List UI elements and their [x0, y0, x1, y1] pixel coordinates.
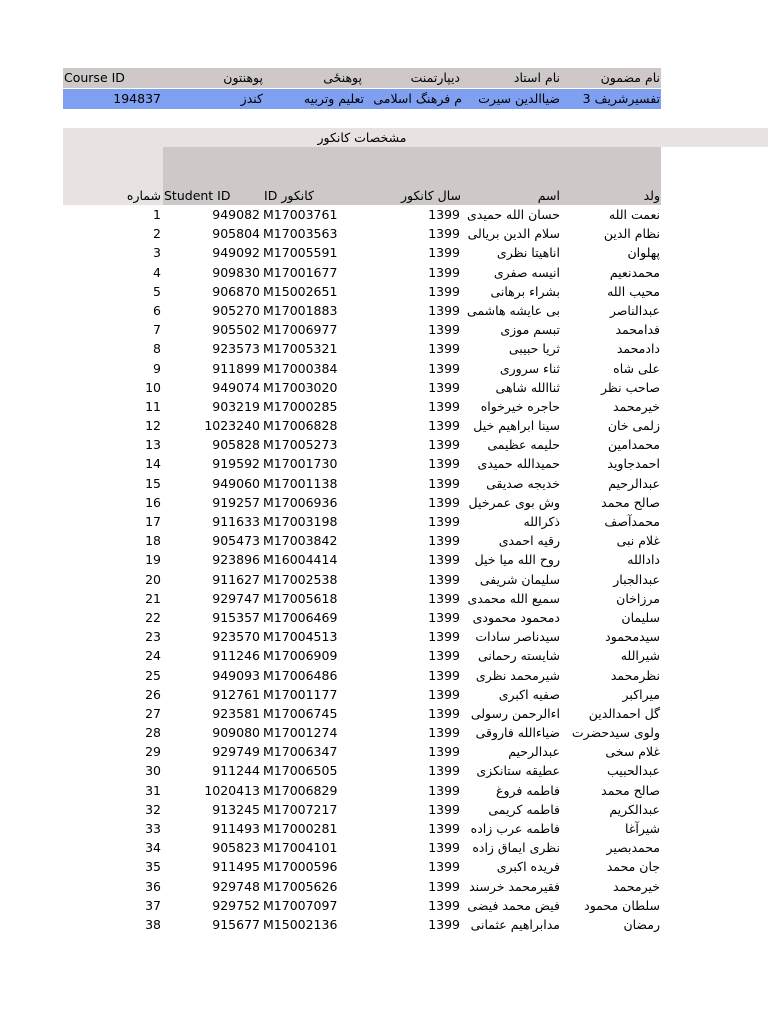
row-student-id: 911633	[212, 514, 260, 529]
row-father-name: خیرمحمد	[613, 878, 660, 894]
row-father-name: صالح محمد	[601, 494, 660, 510]
row-father-name: صاحب نظر	[600, 379, 660, 395]
row-student-name: حسان الله حمیدی	[466, 207, 560, 222]
row-student-name: بشراء برهانی	[490, 283, 560, 299]
table-row	[0, 877, 768, 896]
row-student-name: حمیدالله حمیدی	[477, 456, 560, 472]
row-student-id: 912761	[212, 686, 260, 702]
table-row	[0, 282, 768, 301]
row-kankor-id: M17007097	[263, 897, 338, 913]
row-father-name: سلطان محمود	[584, 897, 660, 913]
row-number: 17	[145, 514, 161, 529]
row-father-name: ولوی سیدحضرت	[571, 725, 660, 741]
row-number: 20	[145, 571, 161, 587]
teacher-name-value: ضیاالدین سیرت	[478, 91, 560, 106]
row-kankor-id: M16004414	[263, 552, 338, 568]
row-student-id: 919592	[212, 456, 260, 472]
row-kankor-id: M17003842	[263, 533, 338, 549]
row-kankor-year: 1399	[428, 859, 460, 875]
row-student-name: مدابراهیم عثمانی	[470, 916, 560, 932]
row-number: 31	[145, 782, 161, 798]
table-row	[0, 435, 768, 454]
row-kankor-year: 1399	[428, 494, 460, 510]
row-student-id: 911493	[212, 821, 260, 836]
row-number: 7	[153, 322, 161, 338]
row-kankor-year: 1399	[428, 475, 460, 491]
row-kankor-id: M17000384	[263, 360, 338, 376]
table-row	[0, 666, 768, 685]
table-row	[0, 589, 768, 608]
row-number: 2	[153, 226, 161, 242]
row-student-id: 929749	[212, 744, 260, 760]
row-kankor-id: M17004513	[263, 629, 338, 645]
row-kankor-year: 1399	[428, 418, 460, 434]
table-row	[0, 627, 768, 646]
row-father-name: شیرآغا	[625, 821, 660, 836]
row-student-id: 905502	[212, 322, 260, 338]
course-id-label: Course ID	[64, 70, 125, 85]
table-row	[0, 550, 768, 569]
row-student-id: 911495	[212, 859, 260, 875]
row-student-id: 905804	[212, 226, 260, 242]
row-kankor-year: 1399	[428, 897, 460, 913]
row-student-id: 923570	[212, 629, 260, 645]
row-number: 11	[145, 398, 161, 414]
row-kankor-year: 1399	[428, 322, 460, 338]
section-title: مشخصات کانکور	[317, 130, 407, 145]
university-value: کندز	[240, 91, 263, 106]
row-student-id: 949082	[212, 207, 260, 222]
row-kankor-id: M17002538	[263, 571, 338, 587]
faculty-value: تعلیم وتربیه	[303, 91, 364, 106]
column-header-kankor-id: ID کانکور	[264, 188, 314, 203]
row-number: 18	[145, 533, 161, 549]
row-kankor-year: 1399	[428, 744, 460, 760]
table-row	[0, 646, 768, 665]
row-kankor-id: M15002136	[263, 916, 338, 932]
row-number: 3	[153, 245, 161, 261]
row-student-id: 905270	[212, 302, 260, 318]
row-father-name: زلمی خان	[607, 418, 660, 434]
row-kankor-year: 1399	[428, 360, 460, 376]
course-id-value: 194837	[113, 91, 161, 106]
row-kankor-id: M17005626	[263, 878, 338, 894]
row-number: 26	[145, 686, 161, 702]
row-student-name: شایسته رحمانی	[477, 648, 560, 664]
table-row	[0, 685, 768, 704]
row-number: 1	[153, 207, 161, 222]
row-kankor-year: 1399	[428, 916, 460, 932]
row-father-name: محمدنعیم	[609, 264, 660, 280]
subject-name-label: نام مضمون	[600, 70, 660, 85]
row-student-id: 911244	[212, 763, 260, 779]
row-student-name: فاطمه فروغ	[495, 782, 560, 798]
row-number: 9	[153, 360, 161, 376]
row-number: 16	[145, 494, 161, 510]
table-row	[0, 339, 768, 358]
row-number: 10	[145, 379, 161, 395]
row-number: 6	[153, 302, 161, 318]
table-row	[0, 819, 768, 838]
row-number: 14	[145, 456, 161, 472]
row-student-name: وش بوی عمرخیل	[468, 494, 560, 510]
table-row	[0, 474, 768, 493]
row-kankor-id: M17003761	[263, 207, 338, 222]
table-row	[0, 263, 768, 282]
row-number: 25	[145, 667, 161, 683]
row-student-name: صفیه اکبری	[498, 686, 560, 702]
row-number: 32	[145, 801, 161, 817]
row-student-name: دمحمود محمودی	[472, 609, 560, 625]
row-kankor-year: 1399	[428, 590, 460, 606]
row-kankor-year: 1399	[428, 821, 460, 836]
row-student-name: سلام الدین بریالی	[467, 226, 560, 242]
row-kankor-id: M17001677	[263, 264, 338, 280]
row-kankor-id: M17006829	[263, 782, 338, 798]
row-kankor-year: 1399	[428, 514, 460, 529]
row-number: 15	[145, 475, 161, 491]
row-number: 35	[145, 859, 161, 875]
table-row	[0, 531, 768, 550]
row-student-id: 915677	[212, 916, 260, 932]
row-kankor-year: 1399	[428, 782, 460, 798]
row-kankor-id: M17001883	[263, 302, 338, 318]
row-number: 8	[153, 341, 161, 357]
row-father-name: میراکبر	[622, 686, 660, 702]
row-student-name: رقیه احمدی	[498, 533, 560, 549]
department-value: م فرهنگ اسلامی	[373, 91, 462, 106]
row-kankor-year: 1399	[428, 456, 460, 472]
row-father-name: عبدالجبار	[613, 571, 660, 587]
row-kankor-id: M17006977	[263, 322, 338, 338]
row-student-id: 923573	[212, 341, 260, 357]
row-kankor-year: 1399	[428, 245, 460, 261]
row-student-id: 949093	[212, 667, 260, 683]
row-student-name: ضیاءالله فاروقی	[475, 725, 560, 741]
row-kankor-id: M17005273	[263, 437, 338, 453]
row-student-name: خدیجه صدیقی	[486, 475, 560, 491]
row-number: 24	[145, 648, 161, 664]
row-student-id: 913245	[212, 801, 260, 817]
row-kankor-year: 1399	[428, 801, 460, 817]
row-father-name: سیدمحمود	[605, 629, 660, 645]
row-kankor-year: 1399	[428, 648, 460, 664]
row-student-name: انیسه صفری	[493, 264, 560, 280]
row-student-name: روح الله میا خیل	[474, 552, 560, 568]
faculty-label: پوهنځی	[323, 70, 362, 85]
row-kankor-id: M17005591	[263, 245, 338, 261]
row-student-id: 905828	[212, 437, 260, 453]
table-row	[0, 416, 768, 435]
row-student-name: اءالرحمن رسولی	[470, 705, 560, 721]
row-kankor-id: M15002651	[263, 283, 338, 299]
row-number: 5	[153, 283, 161, 299]
table-row	[0, 915, 768, 934]
row-father-name: علی شاه	[613, 360, 660, 376]
row-kankor-year: 1399	[428, 667, 460, 683]
row-kankor-id: M17003198	[263, 514, 338, 529]
table-row	[0, 781, 768, 800]
row-father-name: محمدآصف	[604, 514, 660, 529]
row-father-name: عبدالناصر	[609, 302, 660, 318]
row-student-id: 929747	[212, 590, 260, 606]
row-student-id: 923896	[212, 552, 260, 568]
table-row	[0, 761, 768, 780]
row-kankor-id: M17001274	[263, 725, 338, 741]
table-row	[0, 800, 768, 819]
row-kankor-year: 1399	[428, 629, 460, 645]
row-student-name: ثناالله شاهی	[495, 379, 560, 395]
row-father-name: مرزاخان	[616, 590, 660, 606]
row-number: 27	[145, 705, 161, 721]
row-kankor-year: 1399	[428, 878, 460, 894]
column-header-student-id: Student ID	[164, 188, 231, 203]
row-kankor-year: 1399	[428, 686, 460, 702]
row-number: 13	[145, 437, 161, 453]
row-student-id: 915357	[212, 609, 260, 625]
row-student-name: عطیقه ستانکزی	[476, 763, 560, 779]
row-kankor-id: M17006828	[263, 418, 338, 434]
row-student-id: 919257	[212, 494, 260, 510]
row-kankor-year: 1399	[428, 379, 460, 395]
row-kankor-id: M17006909	[263, 648, 338, 664]
row-number: 28	[145, 725, 161, 741]
row-student-name: فاطمه عرب زاده	[470, 821, 560, 836]
row-father-name: محمدبصیر	[606, 840, 660, 856]
row-father-name: عبدالکریم	[609, 801, 660, 817]
row-father-name: خیرمحمد	[613, 398, 660, 414]
university-label: پوهنتون	[223, 70, 263, 85]
row-number: 34	[145, 840, 161, 856]
row-kankor-id: M17001730	[263, 456, 338, 472]
row-number: 4	[153, 264, 161, 280]
row-father-name: شیرالله	[620, 648, 660, 664]
table-row	[0, 896, 768, 915]
row-kankor-id: M17006486	[263, 667, 338, 683]
row-kankor-id: M17000596	[263, 859, 338, 875]
row-father-name: نظرمحمد	[610, 667, 660, 683]
row-kankor-id: M17004101	[263, 840, 338, 856]
row-father-name: عبدالرحیم	[608, 475, 660, 491]
row-father-name: احمدجاوید	[607, 456, 660, 472]
row-number: 30	[145, 763, 161, 779]
row-number: 23	[145, 629, 161, 645]
table-row	[0, 359, 768, 378]
department-label: دیپارتمنت	[410, 70, 460, 85]
table-row	[0, 608, 768, 627]
row-number: 29	[145, 744, 161, 760]
row-student-name: حاجره خیرخواه	[480, 398, 560, 414]
table-row	[0, 378, 768, 397]
row-student-name: بی عایشه هاشمی	[467, 302, 560, 318]
row-kankor-year: 1399	[428, 283, 460, 299]
row-student-id: 909080	[212, 725, 260, 741]
row-student-id: 905823	[212, 840, 260, 856]
row-student-id: 949074	[212, 379, 260, 395]
table-row	[0, 243, 768, 262]
row-student-id: 911627	[212, 571, 260, 587]
column-header-number: شماره	[126, 188, 161, 203]
column-header-father: ولد	[643, 188, 660, 203]
row-student-name: فاطمه کریمی	[488, 801, 560, 817]
row-number: 33	[145, 821, 161, 836]
table-row	[0, 570, 768, 589]
table-row	[0, 320, 768, 339]
row-student-name: تبسم موزی	[500, 322, 560, 338]
row-student-id: 949060	[212, 475, 260, 491]
student-table-body	[0, 205, 768, 934]
row-father-name: گل احمدالدین	[588, 705, 660, 721]
row-number: 19	[145, 552, 161, 568]
table-row	[0, 301, 768, 320]
row-father-name: غلام نبی	[616, 533, 660, 549]
row-number: 38	[145, 916, 161, 932]
table-row	[0, 397, 768, 416]
row-student-id: 929748	[212, 878, 260, 894]
table-row	[0, 857, 768, 876]
row-father-name: دادالله	[627, 552, 660, 568]
row-father-name: صالح محمد	[601, 782, 660, 798]
row-student-name: نظری ایماق زاده	[472, 840, 560, 856]
row-student-id: 911246	[212, 648, 260, 664]
row-student-id: 923581	[212, 705, 260, 721]
row-student-id: 911899	[212, 360, 260, 376]
row-student-id: 905473	[212, 533, 260, 549]
row-student-name: ذکرالله	[523, 514, 560, 529]
table-row	[0, 454, 768, 473]
row-student-id: 1020413	[204, 782, 260, 798]
row-father-name: پهلوان	[627, 245, 660, 261]
row-father-name: جان محمد	[606, 859, 660, 875]
row-kankor-year: 1399	[428, 207, 460, 222]
row-kankor-year: 1399	[428, 226, 460, 242]
row-father-name: سلیمان	[621, 609, 660, 625]
row-kankor-year: 1399	[428, 763, 460, 779]
row-kankor-year: 1399	[428, 398, 460, 414]
row-kankor-id: M17003563	[263, 226, 338, 242]
table-row	[0, 205, 768, 224]
row-kankor-year: 1399	[428, 341, 460, 357]
table-row	[0, 838, 768, 857]
row-kankor-id: M17001138	[263, 475, 338, 491]
table-row	[0, 723, 768, 742]
row-student-name: شیرمحمد نظری	[475, 667, 560, 683]
table-row	[0, 512, 768, 531]
row-student-name: عبدالرحیم	[508, 744, 560, 760]
row-student-name: سیدناصر سادات	[475, 629, 560, 645]
row-student-name: اناهیتا نظری	[496, 245, 560, 261]
row-kankor-id: M17005321	[263, 341, 338, 357]
row-kankor-id: M17006936	[263, 494, 338, 510]
column-header-name: اسم	[537, 188, 560, 203]
row-father-name: نعمت الله	[608, 207, 660, 222]
row-student-id: 906870	[212, 283, 260, 299]
row-kankor-id: M17005618	[263, 590, 338, 606]
table-row	[0, 704, 768, 723]
row-kankor-year: 1399	[428, 437, 460, 453]
row-father-name: عبدالحبیب	[607, 763, 660, 779]
row-number: 36	[145, 878, 161, 894]
row-number: 37	[145, 897, 161, 913]
row-student-name: فریده اکبری	[496, 859, 560, 875]
row-father-name: فدامحمد	[615, 322, 660, 338]
row-number: 22	[145, 609, 161, 625]
row-kankor-year: 1399	[428, 609, 460, 625]
row-student-name: حلیمه عظیمی	[487, 437, 560, 453]
row-father-name: نظام الدین	[603, 226, 660, 242]
table-row	[0, 493, 768, 512]
row-father-name: دادمحمد	[616, 341, 660, 357]
row-kankor-year: 1399	[428, 725, 460, 741]
row-student-id: 949092	[212, 245, 260, 261]
row-student-id: 903219	[212, 398, 260, 414]
row-student-name: فیض محمد فیضی	[467, 897, 560, 913]
row-kankor-year: 1399	[428, 533, 460, 549]
table-row	[0, 224, 768, 243]
row-kankor-year: 1399	[428, 840, 460, 856]
row-kankor-year: 1399	[428, 705, 460, 721]
row-number: 12	[145, 418, 161, 434]
row-kankor-id: M17007217	[263, 801, 338, 817]
row-kankor-id: M17006469	[263, 609, 338, 625]
row-kankor-id: M17003020	[263, 379, 338, 395]
row-student-id: 1023240	[204, 418, 260, 434]
column-header-year: سال کانکور	[401, 188, 461, 203]
row-kankor-id: M17000281	[263, 821, 338, 836]
row-kankor-year: 1399	[428, 571, 460, 587]
row-father-name: محیب الله	[607, 283, 660, 299]
row-kankor-id: M17000285	[263, 398, 338, 414]
row-father-name: محمدامین	[607, 437, 660, 453]
row-kankor-id: M17006745	[263, 705, 338, 721]
row-student-name: سینا ابراهیم خیل	[473, 418, 560, 434]
row-student-id: 929752	[212, 897, 260, 913]
row-father-name: غلام سخی	[605, 744, 660, 760]
row-student-name: ثریا حبیبی	[508, 341, 560, 357]
row-student-name: ثناء سروری	[499, 360, 560, 376]
row-kankor-year: 1399	[428, 552, 460, 568]
row-kankor-id: M17001177	[263, 686, 338, 702]
row-kankor-id: M17006505	[263, 763, 338, 779]
row-number: 21	[145, 590, 161, 606]
row-student-name: فقیرمحمد خرسند	[469, 878, 560, 894]
subject-name-value: تفسیرشریف 3	[582, 91, 660, 106]
row-student-name: سلیمان شریفی	[479, 571, 560, 587]
teacher-name-label: نام استاد	[513, 70, 560, 85]
row-student-id: 909830	[212, 264, 260, 280]
row-student-name: سمیع الله محمدی	[467, 590, 560, 606]
row-father-name: رمضان	[623, 916, 660, 932]
row-kankor-id: M17006347	[263, 744, 338, 760]
row-kankor-year: 1399	[428, 302, 460, 318]
table-row	[0, 742, 768, 761]
row-kankor-year: 1399	[428, 264, 460, 280]
